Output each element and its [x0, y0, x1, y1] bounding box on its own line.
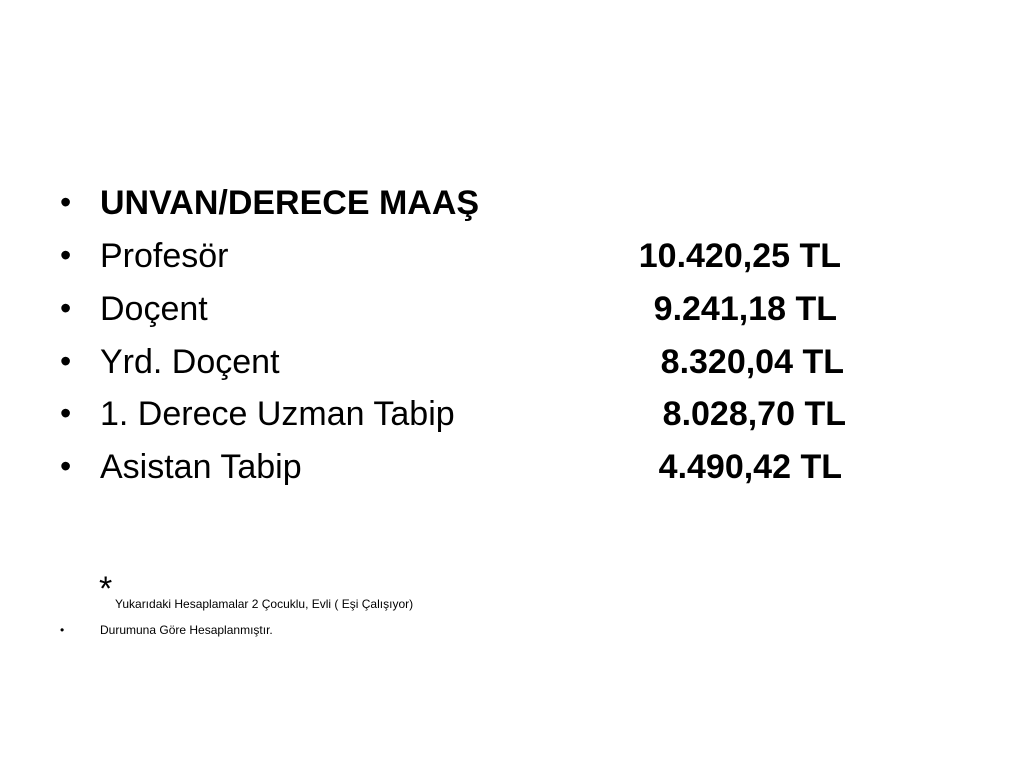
title-label: 1. Derece Uzman Tabip — [100, 395, 455, 433]
list-item — [0, 345, 1024, 397]
salary-value: 9.241,18 TL — [653, 290, 837, 328]
salary-value: 8.320,04 TL — [660, 343, 844, 381]
footnote-text-line1: Yukarıdaki Hesaplamalar 2 Çocuklu, Evli ( Eşi Çalışıyor) — [115, 597, 414, 611]
list-header-label: UNVAN/DERECE MAAŞ — [100, 184, 480, 222]
bullet: • — [60, 395, 72, 431]
list-item — [0, 292, 1024, 344]
footnote-asterisk: * — [99, 570, 113, 608]
bullet: • — [60, 184, 72, 220]
salary-value: 8.028,70 TL — [662, 395, 846, 433]
bullet: • — [60, 343, 72, 379]
bullet: • — [60, 290, 72, 326]
bullet: • — [60, 237, 72, 273]
list-item — [0, 397, 1024, 449]
title-label: Yrd. Doçent — [100, 343, 280, 381]
bullet: • — [60, 448, 72, 484]
list-item — [0, 450, 1024, 502]
title-label: Profesör — [100, 237, 229, 275]
title-label: Doçent — [100, 290, 208, 328]
title-label: Asistan Tabip — [100, 448, 302, 486]
salary-value: 10.420,25 TL — [638, 237, 841, 275]
list-header-row — [0, 186, 1024, 238]
bullet: • — [60, 623, 65, 637]
list-item — [0, 239, 1024, 291]
salary-value: 4.490,42 TL — [658, 448, 842, 486]
footnote-text-line2: Durumuna Göre Hesaplanmıştır. — [100, 623, 273, 637]
